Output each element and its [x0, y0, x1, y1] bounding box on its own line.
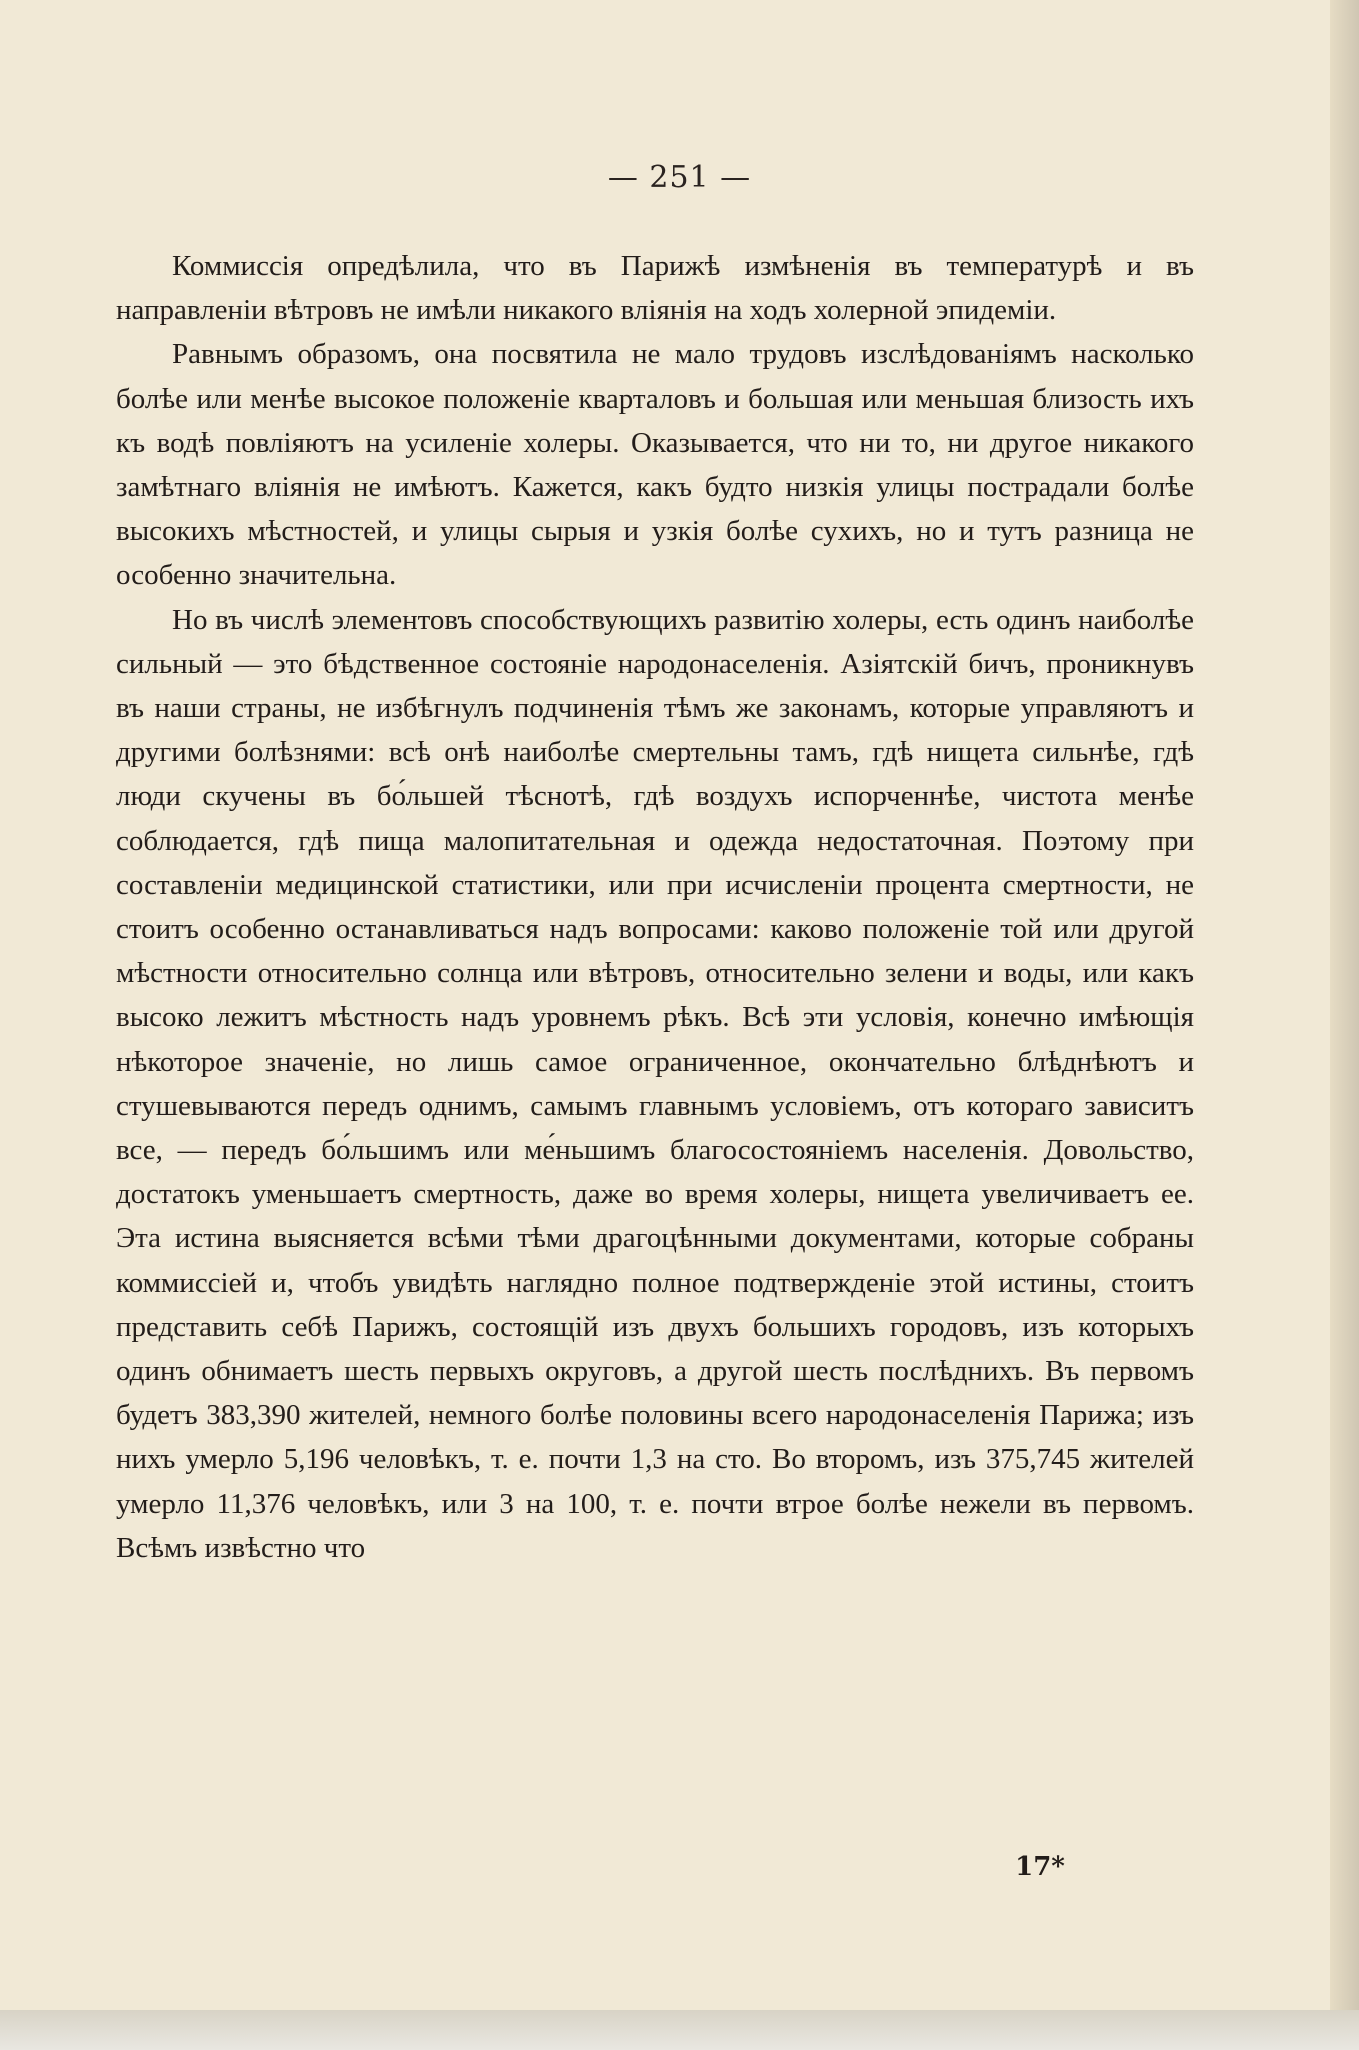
page-edge	[1330, 0, 1359, 2050]
page-number: — 251 —	[607, 160, 752, 195]
paragraph-2: Равнымъ образомъ, она посвятила не мало трудовъ изслѣдованіямъ насколько болѣе или менѣе высокое положеніе кварталовъ и большая или меньшая близость ихъ къ водѣ повліяютъ на усиленіе холеры. Оказывается, что ни то, ни другое никакого замѣтнаго вліянія не имѣютъ. Кажется, какъ будто низкія улицы пострадали болѣе высокихъ мѣстностей, и улицы сырыя и узкія болѣе сухихъ, но и тутъ разница не особенно значительна.	[116, 338, 1194, 592]
page-bottom-edge	[0, 2010, 1359, 2050]
paragraph-1: Коммиссія опредѣлила, что въ Парижѣ измѣненія въ температурѣ и въ направленіи вѣтровъ не имѣли никакого вліянія на ходъ холерной эпидеміи.	[116, 250, 1194, 327]
printer-signature: 17*	[1015, 1852, 1065, 1882]
body-text	[116, 244, 1194, 1570]
paragraph-3: Но въ числѣ элементовъ способствующихъ развитію холеры, есть одинъ наиболѣе сильный — это бѣдственное состояніе народонаселенія. Азіятскій бичъ, проникнувъ въ наши страны, не избѣгнулъ подчиненія тѣмъ же законамъ, которые управляютъ и другими болѣзнями: всѣ онѣ наиболѣе смертельны тамъ, гдѣ нищета сильнѣе, гдѣ люди скучены въ бо́льшей тѣснотѣ, гдѣ воздухъ испорченнѣе, чистота менѣе соблюдается, гдѣ пища малопитательная и одежда недостаточная. Поэтому при составленіи медицинской статистики, или при исчисленіи процента смертности, не стоитъ особенно останавливаться надъ вопросами: каково положеніе той или другой мѣстности относительно солнца или вѣтровъ, относительно зелени и воды, или какъ высоко лежитъ мѣстность надъ уровнемъ рѣкъ. Всѣ эти условія, конечно имѣющія нѣкоторое значеніе, но лишь самое ограниченное, окончательно блѣднѣютъ и стушевываются передъ однимъ, самымъ главнымъ условіемъ, отъ котораго зависитъ все, — передъ бо́льшимъ или ме́ньшимъ благосостояніемъ населенія. Довольство, достатокъ уменьшаетъ смертность, даже во время холеры, нищета увеличиваетъ ее. Эта истина выясняется всѣми тѣми драгоцѣнными документами, которые собраны коммиссіей и, чтобъ увидѣть наглядно полное подтвержденіе этой истины, стоитъ представить себѣ Парижъ, состоящій изъ двухъ большихъ городовъ, изъ которыхъ одинъ обнимаетъ шесть первыхъ округовъ, а другой шесть послѣднихъ. Въ первомъ будетъ 383,390 жителей, немного болѣе половины всего народонаселенія Парижа; изъ нихъ умерло 5,196 человѣкъ, т. е. почти 1,3 на сто. Во второмъ, изъ 375,745 жителей умерло 11,376 человѣкъ, или 3 на 100, т. е. почти втрое болѣе нежели въ первомъ. Всѣмъ извѣстно что	[116, 603, 1194, 1564]
